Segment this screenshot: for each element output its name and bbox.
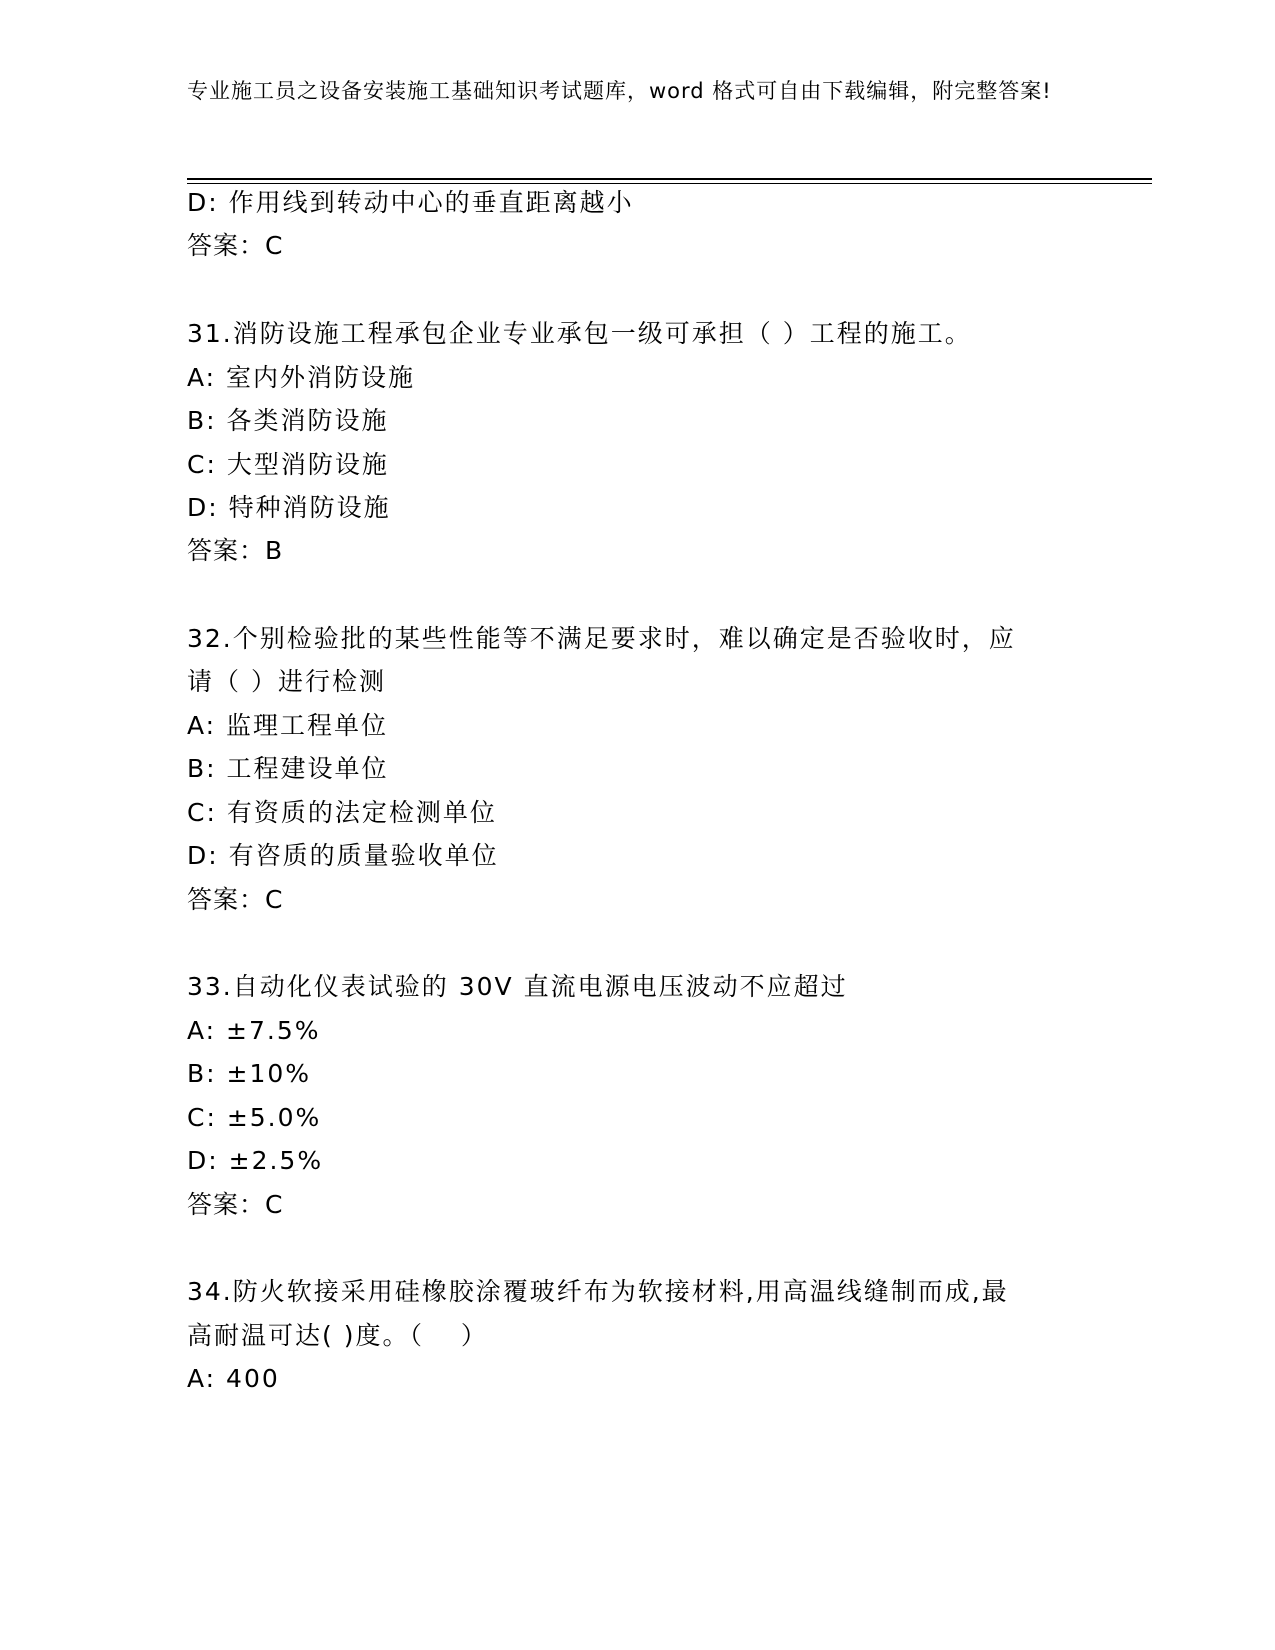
option-d: D: 作用线到转动中心的垂直距离越小 (187, 188, 634, 217)
question-stem: 34.防火软接采用硅橡胶涂覆玻纤布为软接材料,用高温线缝制而成,最 (187, 1277, 1009, 1306)
option-b: B: ±10% (187, 1059, 312, 1088)
header-divider-thin (187, 183, 1152, 184)
answer: 答案：C (187, 885, 284, 914)
option-a: A: 室内外消防设施 (187, 363, 416, 392)
answer: 答案：C (187, 1190, 284, 1219)
option-b: B: 工程建设单位 (187, 754, 389, 783)
option-d: D: 有咨质的质量验收单位 (187, 841, 499, 870)
option-b: B: 各类消防设施 (187, 406, 389, 435)
option-d: D: ±2.5% (187, 1146, 324, 1175)
option-a: A: 400 (187, 1364, 280, 1393)
option-a: A: 监理工程单位 (187, 711, 389, 740)
answer: 答案：B (187, 536, 284, 565)
option-c: C: ±5.0% (187, 1103, 322, 1132)
option-c: C: 有资质的法定检测单位 (187, 798, 497, 827)
page-header: 专业施工员之设备安装施工基础知识考试题库，word 格式可自由下载编辑，附完整答案! (187, 79, 1052, 103)
header-divider-thick (187, 178, 1152, 180)
answer: 答案：C (187, 231, 284, 260)
question-stem: 32.个别检验批的某些性能等不满足要求时，难以确定是否验收时，应 (187, 624, 1016, 653)
option-c: C: 大型消防设施 (187, 450, 389, 479)
option-a: A: ±7.5% (187, 1016, 321, 1045)
question-stem-continued: 请（ ）进行检测 (187, 667, 386, 696)
question-stem-continued: 高耐温可达( )度。（ ） (187, 1321, 488, 1350)
question-stem: 33.自动化仪表试验的 30V 直流电源电压波动不应超过 (187, 972, 848, 1001)
question-stem: 31.消防设施工程承包企业专业承包一级可承担（ ）工程的施工。 (187, 319, 972, 348)
option-d: D: 特种消防设施 (187, 493, 391, 522)
